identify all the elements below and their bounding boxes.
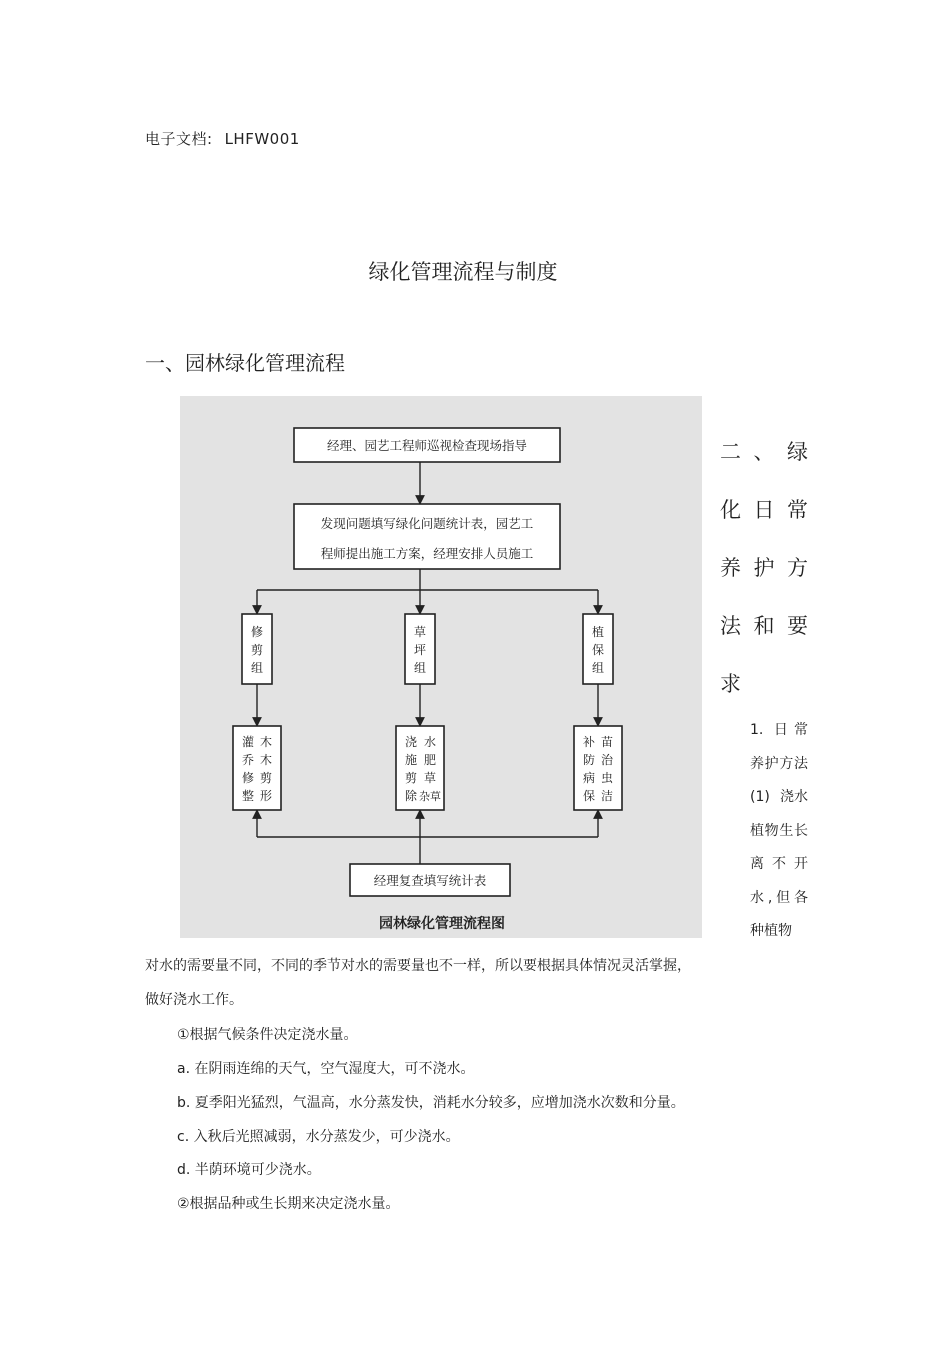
task-1-c2-r3: 剪 [259,771,273,785]
task-2-c1-r3: 剪 [404,771,418,785]
task-3-c1-r1: 补 [582,735,596,749]
heading-char: 常 [787,498,808,522]
task-2-c2-r2: 肥 [423,753,437,767]
heading-char: 求 [720,672,741,696]
section-2-heading-row-3 [720,539,808,597]
list-item: c. 入秋后光照减弱，水分蒸发少，可少浇水。 [177,1129,460,1145]
heading-char: 和 [753,614,775,638]
heading-char: 化 [720,498,741,522]
heading-char: 要 [787,614,808,638]
group-2-char-2: 坪 [413,643,427,657]
body-paragraph [145,950,785,1017]
section-2-heading-row-1 [720,423,808,481]
group-1-char-1: 修 [250,625,264,639]
task-3-c2-r4: 洁 [600,789,614,803]
heading-char: 方 [787,556,808,580]
document-id-label: 电子文档: [145,130,213,148]
group-3-char-1: 植 [591,625,605,639]
task-2-c1-r4: 除 [404,789,418,803]
flowchart-caption: 园林绿化管理流程图 [379,916,505,932]
task-1-c1-r2: 乔 [241,753,255,767]
document-id [145,128,300,149]
task-3-c2-r2: 治 [600,753,614,767]
subheading-watering [720,781,808,815]
heading-char: 日 [753,498,775,522]
flow-box-problem-line-2: 程师提出施工方案，经理安排人员施工 [320,546,534,561]
list-item: a. 在阴雨连绵的天气，空气湿度大，可不浇水。 [177,1061,475,1077]
group-2-char-1: 草 [413,625,427,639]
task-1-c2-r1: 木 [259,735,273,749]
subheading-watering-text: 浇水 [780,789,808,805]
flow-box-task-3 [574,726,622,810]
heading-char: 护 [753,556,775,580]
flow-box-review-label: 经理复查填写统计表 [373,873,487,888]
paragraph-line-2: 做好浇水工作。 [145,991,243,1008]
page-title: 绿化管理流程与制度 [368,260,558,284]
list-item: d. 半荫环境可少浇水。 [177,1162,321,1178]
task-2-c2-r1: 水 [423,735,437,749]
task-1-c1-r1: 灌 [241,735,255,749]
task-2-c2-r3: 草 [423,771,437,785]
heading-char: 、 [753,440,775,464]
heading-char: 二 [720,440,741,464]
flowchart-figure [180,396,702,938]
task-2-c2-r4: 杂草 [419,790,441,803]
flow-box-problem-line-1: 发现问题填写绿化问题统计表，园艺工 [320,516,534,531]
document-id-code: LHFW001 [224,130,300,148]
heading-char: 法 [720,614,741,638]
group-2-char-3: 组 [413,661,427,675]
task-1-c2-r4: 形 [259,789,273,803]
intro-text: 植物生长离不开水,但各种植物 [750,822,808,939]
flow-box-top-label: 经理、园艺工程师巡视检查现场指导 [326,438,528,453]
side-paragraph [720,714,808,949]
flowchart-svg [180,396,702,938]
task-1-c2-r2: 木 [259,753,273,767]
subheading-daily-care: 1. 日常养护方法 [750,722,808,772]
section-2-heading-row-4 [720,597,808,655]
task-3-c1-r4: 保 [582,789,596,803]
list-item: b. 夏季阳光猛烈，气温高，水分蒸发快，消耗水分较多，应增加浇水次数和分量。 [177,1095,685,1111]
task-2-c1-r2: 施 [404,753,418,767]
task-1-c1-r4: 整 [241,789,255,803]
section-2-heading-row-5 [720,655,808,713]
list-item: ①根据气候条件决定浇水量。 [177,1027,358,1043]
section-2-heading-row-2 [720,481,808,539]
paragraph-line-1: 对水的需要量不同，不同的季节对水的需要量也不一样，所以要根据具体情况灵活掌握， [145,958,691,974]
flow-box-task-1 [233,726,281,810]
subheading-watering-num: (1) [750,789,770,805]
section-1-heading: 一、园林绿化管理流程 [145,351,345,375]
task-3-c2-r1: 苗 [600,735,614,749]
group-1-char-2: 剪 [250,643,264,657]
task-3-c2-r3: 虫 [600,771,614,785]
group-3-char-3: 组 [591,661,605,675]
task-1-c1-r3: 修 [241,771,255,785]
group-1-char-3: 组 [250,661,264,675]
heading-char: 养 [720,556,741,580]
task-2-c1-r1: 浇 [404,735,418,749]
task-3-c1-r2: 防 [582,753,596,767]
list-item: ②根据品种或生长期来决定浇水量。 [177,1196,400,1212]
section-2-heading [720,423,808,713]
heading-char: 绿 [787,440,808,464]
group-3-char-2: 保 [591,643,605,657]
task-3-c1-r3: 病 [582,771,596,785]
